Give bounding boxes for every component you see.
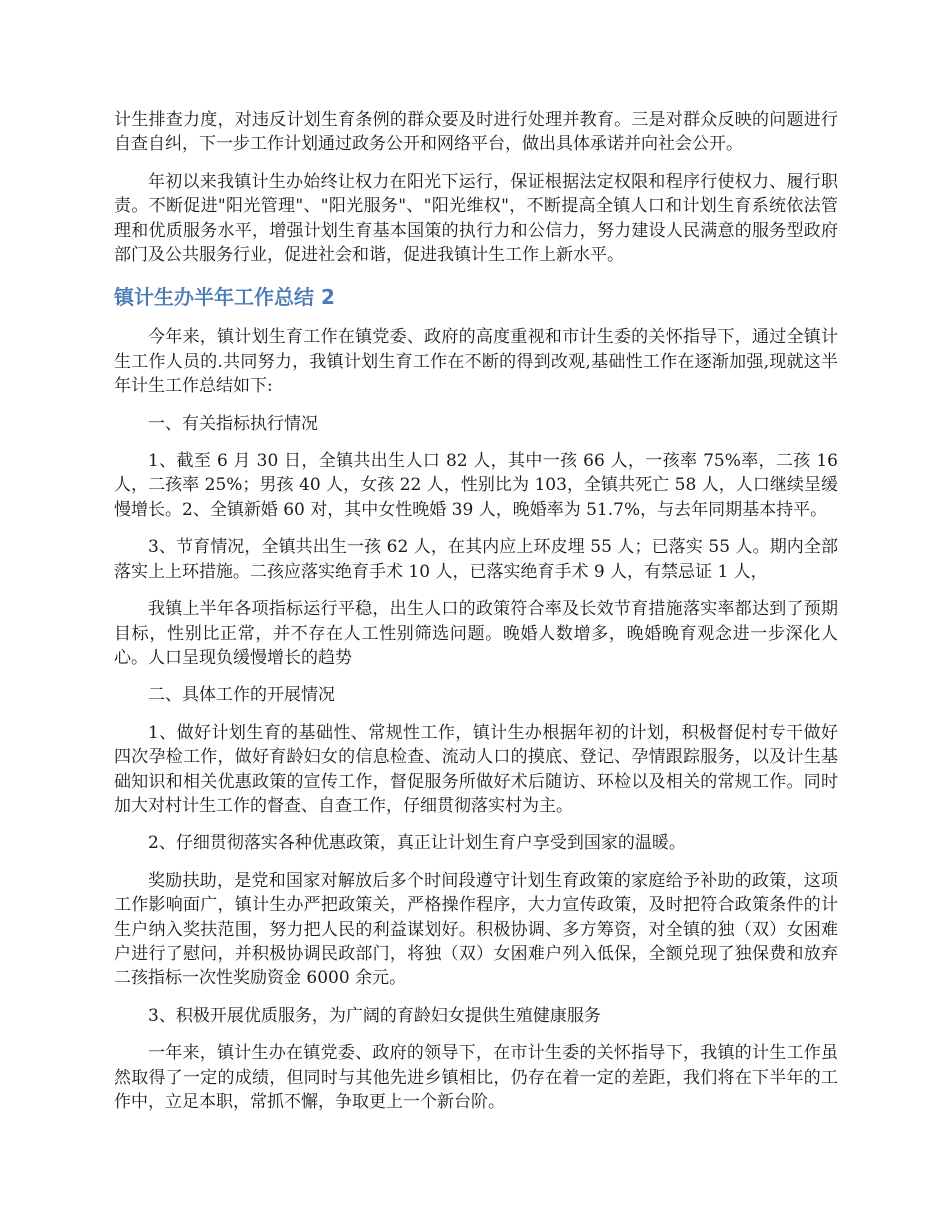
paragraph: 今年来，镇计划生育工作在镇党委、政府的高度重视和市计生委的关怀指导下，通过全镇计生工作人员的.共同努力，我镇计划生育工作在不断的得到改观,基础性工作在逐渐加强,现就这半年计生工作总结如下:	[114, 327, 838, 397]
section-heading: 镇计生办半年工作总结 2	[114, 285, 335, 310]
paragraph: 计生排查力度，对违反计划生育条例的群众要及时进行处理并教育。三是对群众反映的问题进行自查自纠，下一步工作计划通过政务公开和网络平台，做出具体承诺并向社会公开。	[114, 110, 838, 155]
paragraph: 1、做好计划生育的基础性、常规性工作，镇计生办根据年初的计划，积极督促村专干做好四次孕检工作，做好育龄妇女的信息检查、流动人口的摸底、登记、孕情跟踪服务，以及计生基础知识和相关优惠政策的宣传工作，督促服务所做好术后随访、环检以及相关的常规工作。同时加大对村计生工作的督查、自查工作，仔细贯彻落实村为主。	[114, 722, 838, 816]
subheading-paragraph: 一、有关指标执行情况	[148, 413, 318, 434]
document-page	[114, 108, 838, 1127]
paragraph: 年初以来我镇计生办始终让权力在阳光下运行，保证根据法定权限和程序行使权力、履行职责。不断促进"阳光管理"、"阳光服务"、"阳光维权"，不断提高全镇人口和计划生育系统依法管理和优质服务水平，增强计划生育基本国策的执行力和公信力，努力建设人民满意的服务型政府部门及公共服务行业，促进社会和谐，促进我镇计生工作上新水平。	[114, 171, 838, 266]
paragraph: 3、节育情况，全镇共出生一孩 62 人，在其内应上环皮埋 55 人；已落实 55 人。期内全部落实上上环措施。二孩应落实绝育手术 10 人，已落实绝育手术 9 人，有禁忌证 1 人，	[114, 537, 838, 582]
subheading-paragraph: 二、具体工作的开展情况	[148, 685, 335, 706]
paragraph: 2、仔细贯彻落实各种优惠政策，真正让计划生育户享受到国家的温暖。	[148, 833, 686, 854]
paragraph: 1、截至 6 月 30 日，全镇共出生人口 82 人，其中一孩 66 人，一孩率 75%率，二孩 16 人，二孩率 25%；男孩 40 人，女孩 22 人，性别比为 103，全镇共死亡 58 人，人口继续呈缓慢增长。2、全镇新婚 60 对，其中女性晚婚 39 人，晚婚率为 51.7%，与去年同期基本持平。	[114, 451, 838, 520]
paragraph: 一年来，镇计生办在镇党委、政府的领导下，在市计生委的关怀指导下，我镇的计生工作虽然取得了一定的成绩，但同时与其他先进乡镇相比，仍存在着一定的差距，我们将在下半年的工作中，立足本职，常抓不懈，争取更上一个新台阶。	[114, 1043, 838, 1112]
paragraph: 3、积极开展优质服务，为广阔的育龄妇女提供生殖健康服务	[148, 1005, 601, 1026]
paragraph: 奖励扶助，是党和国家对解放后多个时间段遵守计划生育政策的家庭给予补助的政策，这项工作影响面广，镇计生办严把政策关，严格操作程序，大力宣传政策，及时把符合政策条件的计生户纳入奖扶范围，努力把人民的利益谋划好。积极协调、多方筹资，对全镇的独（双）女困难户进行了慰问，并积极协调民政部门，将独（双）女困难户列入低保，全额兑现了独保费和放弃二孩指标一次性奖励资金 6000 余元。	[114, 870, 838, 989]
paragraph: 我镇上半年各项指标运行平稳，出生人口的政策符合率及长效节育措施落实率都达到了预期目标，性别比正常，并不存在人工性别筛选问题。晚婚人数增多，晚婚晚育观念进一步深化人心。人口呈现负缓慢增长的趋势	[114, 599, 838, 668]
